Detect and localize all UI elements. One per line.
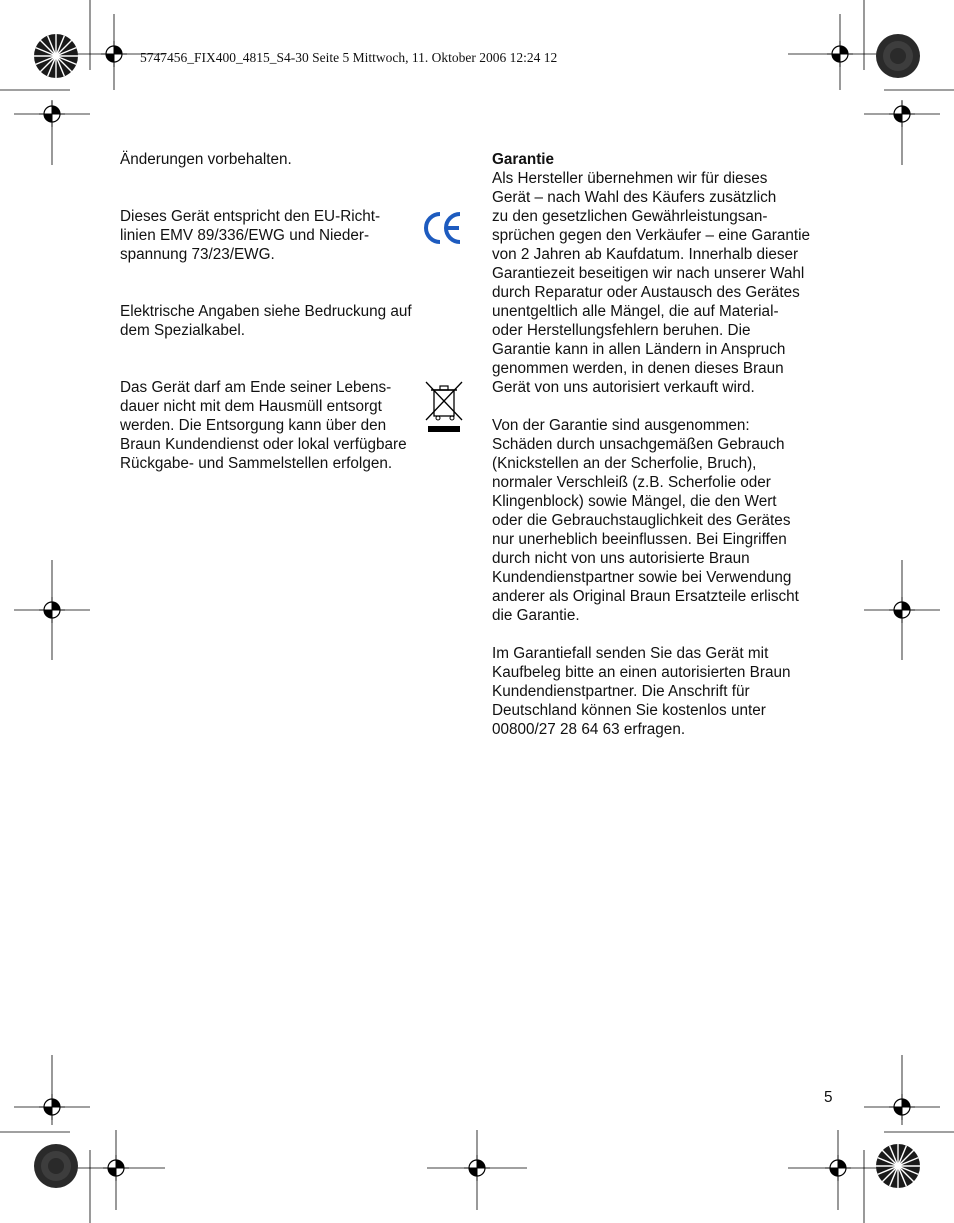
right-column [492, 150, 837, 739]
page-number: 5 [824, 1089, 833, 1106]
guarantee-heading: Garantie [492, 151, 555, 168]
color-wheel-icon [34, 34, 78, 78]
color-wheel-icon [34, 1144, 78, 1188]
ce-mark-icon [421, 210, 463, 246]
crossed-out-bin-icon [424, 380, 464, 434]
guarantee-claim-text: Im Garantiefall senden Sie das Gerät mit Kaufbeleg bitte an einen autorisierten Braun Kundendienstpartner. Die Anschrift für Deutschland können Sie kostenlos unter 00800/27 28 64 63 erfragen. [492, 645, 791, 738]
electrical-info-text: Elektrische Angaben siehe Bedruckung auf dem Spezialkabel. [120, 303, 412, 339]
eu-directive-text: Dieses Gerät entspricht den EU-Richt- linien EMV 89/336/EWG und Nieder- spannung 73/23/EWG. [120, 208, 381, 263]
print-slug: 5747456_FIX400_4815_S4-30 Seite 5 Mittwoch, 11. Oktober 2006 12:24 12 [140, 50, 558, 65]
disposal-text: Das Gerät darf am Ende seiner Lebens- dauer nicht mit dem Hausmüll entsorgt werden. Die Entsorgung kann über den Braun Kundendienst oder lokal verfügbare Rückgabe- und Sammelstellen erfolgen. [120, 379, 407, 472]
change-notice: Änderungen vorbehalten. [120, 151, 292, 168]
color-wheel-icon [876, 34, 920, 78]
guarantee-exclusions-text: Von der Garantie sind ausgenommen: Schäden durch unsachgemäßen Gebrauch (Knickstellen an der Scherfolie, Bruch), normaler Verschleiß (z.B. Scherfolie oder Klingenblock) sowie Mängel, die den Wert oder die Gebrauchstauglichkeit des Gerätes nur unerheblich beeinflussen. Bei Eingriffen durch nicht von uns autorisierte Braun Kundendienstpartner sowie bei Verwendung anderer als Original Braun Ersatzteile erlischt die Garantie. [492, 417, 799, 624]
guarantee-text: Als Hersteller übernehmen wir für dieses Gerät – nach Wahl des Käufers zusätzlich zu den gesetzlichen Gewährleistungsan- sprüchen gegen den Verkäufer – eine Garantie von 2 Jahren ab Kaufdatum. Innerhalb dieser Garantiezeit beseitigen wir nach unserer Wahl durch Reparatur oder Austausch des Gerätes unentgeltlich alle Mängel, die auf Material- oder Herstellungsfehlern beruhen. Die Garantie kann in allen Ländern in Anspruch genommen werden, in denen dieses Braun Gerät von uns autorisiert verkauft wird. [492, 170, 811, 396]
color-wheel-icon [876, 1144, 920, 1188]
